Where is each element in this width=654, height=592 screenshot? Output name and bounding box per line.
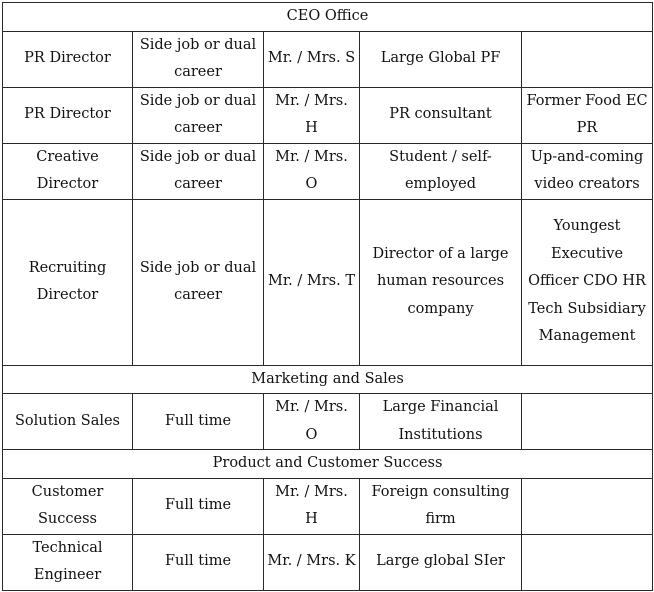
employment-type-cell: Full time <box>133 478 264 534</box>
org-table <box>2 2 653 591</box>
background-cell: Student / self-employed <box>360 143 522 199</box>
section-title-product-and-customer-success: Product and Customer Success <box>3 450 653 479</box>
note-cell: Former Food EC PR <box>522 87 653 143</box>
employment-type-cell: Full time <box>133 394 264 450</box>
role-cell: PR Director <box>3 87 133 143</box>
employment-type-cell: Side job or dual career <box>133 87 264 143</box>
person-name-cell: Mr. / Mrs. H <box>264 87 360 143</box>
table-row <box>3 478 653 534</box>
role-cell: Solution Sales <box>3 394 133 450</box>
section-header-row <box>3 450 653 479</box>
table-row <box>3 394 653 450</box>
employment-type-cell: Side job or dual career <box>133 143 264 199</box>
table-row <box>3 87 653 143</box>
employment-type-cell: Side job or dual career <box>133 199 264 365</box>
background-cell: PR consultant <box>360 87 522 143</box>
note-cell: Up-and-coming video creators <box>522 143 653 199</box>
role-cell: Recruiting Director <box>3 199 133 365</box>
section-title-ceo-office: CEO Office <box>3 3 653 32</box>
person-name-cell: Mr. / Mrs. H <box>264 478 360 534</box>
background-cell: Foreign consulting firm <box>360 478 522 534</box>
role-cell: Creative Director <box>3 143 133 199</box>
role-cell: PR Director <box>3 31 133 87</box>
table-row <box>3 199 653 365</box>
employment-type-cell: Side job or dual career <box>133 31 264 87</box>
note-cell: Youngest Executive Officer CDO HR Tech Subsidiary Management <box>522 199 653 365</box>
person-name-cell: Mr. / Mrs. S <box>264 31 360 87</box>
employment-type-cell: Full time <box>133 534 264 590</box>
section-header-row <box>3 3 653 32</box>
section-title-marketing-and-sales: Marketing and Sales <box>3 365 653 394</box>
note-cell <box>522 394 653 450</box>
person-name-cell: Mr. / Mrs. O <box>264 143 360 199</box>
table-row <box>3 143 653 199</box>
section-header-row <box>3 365 653 394</box>
role-cell: Technical Engineer <box>3 534 133 590</box>
table-row <box>3 534 653 590</box>
note-cell <box>522 534 653 590</box>
note-cell <box>522 31 653 87</box>
person-name-cell: Mr. / Mrs. T <box>264 199 360 365</box>
person-name-cell: Mr. / Mrs. K <box>264 534 360 590</box>
background-cell: Large Financial Institutions <box>360 394 522 450</box>
background-cell: Large Global PF <box>360 31 522 87</box>
table-row <box>3 31 653 87</box>
background-cell: Director of a large human resources company <box>360 199 522 365</box>
background-cell: Large global SIer <box>360 534 522 590</box>
role-cell: Customer Success <box>3 478 133 534</box>
person-name-cell: Mr. / Mrs. O <box>264 394 360 450</box>
note-cell <box>522 478 653 534</box>
